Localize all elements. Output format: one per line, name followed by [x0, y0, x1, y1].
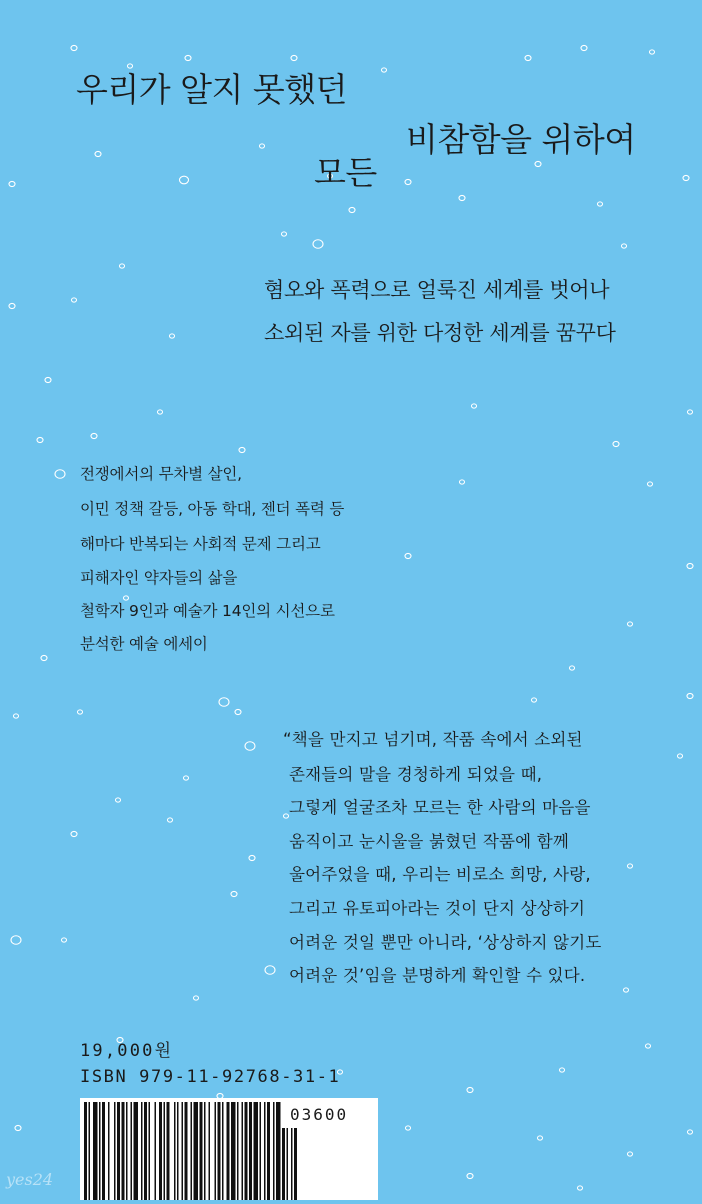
barcode-bar	[93, 1102, 98, 1200]
barcode-bar	[264, 1102, 266, 1200]
barcode-bar	[122, 1102, 125, 1200]
barcode-bar	[267, 1102, 270, 1200]
bubble	[687, 693, 693, 698]
barcode-bar	[200, 1102, 203, 1200]
bubble	[11, 936, 21, 945]
bubble	[124, 596, 129, 600]
bubble	[95, 151, 101, 156]
price-code-label: 03600	[290, 1104, 374, 1126]
barcode-bar	[89, 1102, 91, 1200]
bubble	[650, 50, 655, 54]
barcode-bar	[134, 1102, 139, 1200]
bubble	[688, 1130, 693, 1134]
bubble	[71, 45, 77, 50]
bubble	[260, 144, 265, 148]
barcode-bar	[209, 1102, 211, 1200]
bubble	[624, 988, 629, 992]
subtitle-line-1: 혐오와 폭력으로 얼룩진 세계를 벗어나	[264, 278, 610, 302]
bubble	[72, 298, 77, 302]
bubble	[41, 655, 47, 660]
bubble	[158, 410, 163, 414]
price-label: 19,000원	[80, 1041, 174, 1061]
barcode-bar	[191, 1102, 193, 1200]
barcode-bar	[102, 1102, 105, 1200]
bubble	[231, 891, 237, 896]
barcode-bar	[144, 1102, 147, 1200]
barcode-bar	[249, 1102, 252, 1200]
description-line: 해마다 반복되는 사회적 문제 그리고	[80, 535, 321, 553]
bubble	[71, 831, 77, 836]
bubble	[349, 207, 355, 212]
barcode-bar	[237, 1102, 239, 1200]
quote-line: 어려운 것’임을 분명하게 확인할 수 있다.	[289, 966, 586, 985]
bubble	[460, 480, 465, 484]
bubble	[560, 1068, 565, 1072]
barcode-bar	[194, 1102, 199, 1200]
barcode-bar	[141, 1102, 143, 1200]
bubble	[62, 938, 67, 942]
bubble	[245, 742, 255, 751]
bubble	[459, 195, 465, 200]
barcode-bar	[84, 1102, 87, 1200]
barcode-bar	[287, 1128, 289, 1200]
barcode-bar	[185, 1102, 188, 1200]
barcode-bar	[177, 1102, 179, 1200]
bubble	[291, 55, 297, 60]
bubble	[9, 303, 15, 308]
barcode-bar	[167, 1102, 170, 1200]
barcode-bar	[182, 1102, 184, 1200]
bubble	[116, 798, 121, 802]
barcode-bar	[99, 1102, 101, 1200]
bubble	[265, 966, 275, 975]
bubble	[406, 1126, 411, 1130]
barcode-bar	[108, 1102, 110, 1200]
bubble	[628, 864, 633, 868]
bubble	[15, 1125, 21, 1130]
bubble	[120, 264, 125, 268]
quote-line: 존재들의 말을 경청하게 되었을 때,	[289, 765, 543, 784]
bubble	[170, 334, 175, 338]
title-line-2: 비참함을 위하여	[406, 120, 636, 159]
barcode-bar	[242, 1102, 244, 1200]
bubble	[37, 437, 43, 442]
bubble	[235, 709, 241, 714]
subtitle-line-2: 소외된 자를 위한 다정한 세계를 꿈꾸다	[264, 321, 616, 345]
bubble	[313, 240, 323, 249]
bubble	[598, 202, 603, 206]
barcode-bar	[294, 1128, 297, 1200]
bubble	[239, 447, 245, 452]
barcode-bar	[131, 1102, 133, 1200]
bubble	[532, 698, 537, 702]
bubble	[535, 161, 541, 166]
barcode-bar	[155, 1102, 157, 1200]
barcode-bar	[159, 1102, 162, 1200]
bubble	[525, 55, 531, 60]
bubble	[538, 1136, 543, 1140]
barcode-bar	[227, 1102, 230, 1200]
bubble	[168, 818, 173, 822]
bubble	[570, 666, 575, 670]
bubble	[55, 470, 65, 479]
barcode-bar	[215, 1102, 217, 1200]
description-line: 전쟁에서의 무차별 살인,	[80, 465, 242, 483]
bubble	[219, 698, 229, 707]
bubble	[613, 441, 619, 446]
bubble	[581, 45, 587, 50]
isbn-label: ISBN 979-11-92768-31-1	[80, 1067, 341, 1087]
bubble	[185, 55, 191, 60]
description-line: 분석한 예술 에세이	[80, 635, 208, 653]
barcode-bar	[231, 1102, 236, 1200]
bubble	[683, 175, 689, 180]
bubble	[45, 377, 51, 382]
barcode-bar	[282, 1128, 285, 1200]
bubble	[91, 433, 97, 438]
barcode-bar	[117, 1102, 120, 1200]
bubble	[678, 754, 683, 758]
barcode-bar	[164, 1102, 166, 1200]
watermark-logo: yes24	[6, 1170, 54, 1189]
bubble	[472, 404, 477, 408]
bubble	[249, 855, 255, 860]
barcode-bar	[291, 1128, 293, 1200]
quote-line: 어려운 것일 뿐만 아니라, ‘상상하지 않기도	[289, 933, 602, 952]
bubble	[688, 410, 693, 414]
bubble	[687, 563, 693, 568]
bubble	[648, 482, 653, 486]
bubble	[405, 553, 411, 558]
barcode-bar	[260, 1102, 262, 1200]
barcode-bar	[126, 1102, 128, 1200]
barcode-bar	[222, 1102, 224, 1200]
quote-line: 울어주었을 때, 우리는 비로소 희망, 사랑,	[289, 865, 591, 884]
description-line: 철학자 9인과 예술가 14인의 시선으로	[80, 602, 335, 620]
title-line-1: 우리가 알지 못했던	[76, 70, 348, 109]
bubble	[78, 710, 83, 714]
bubble	[405, 179, 411, 184]
bubble	[646, 1044, 651, 1048]
barcode-bar	[273, 1102, 275, 1200]
bubble	[184, 776, 189, 780]
quote-line: “책을 만지고 넘기며, 작품 속에서 소외된	[283, 730, 583, 749]
barcode-bar	[276, 1102, 281, 1200]
barcode-bar	[149, 1102, 151, 1200]
bubble	[622, 244, 627, 248]
barcode-bar	[204, 1102, 206, 1200]
bubble	[628, 622, 633, 626]
bubble	[282, 232, 287, 236]
bubble	[194, 996, 199, 1000]
bubble	[382, 68, 387, 72]
bubble	[467, 1173, 473, 1178]
bubble	[9, 181, 15, 186]
bubble	[578, 1186, 583, 1190]
bubble	[284, 814, 289, 818]
barcode-bar	[254, 1102, 259, 1200]
barcode-bar	[245, 1102, 248, 1200]
quote-line: 그리고 유토피아라는 것이 단지 상상하기	[289, 899, 586, 918]
bubble	[467, 1087, 473, 1092]
bubble	[628, 1152, 633, 1156]
bubble	[180, 176, 189, 184]
quote-line: 움직이고 눈시울을 붉혔던 작품에 함께	[289, 832, 570, 851]
quote-line: 그렇게 얼굴조차 모르는 한 사람의 마음을	[289, 798, 591, 817]
barcode-bar	[218, 1102, 221, 1200]
description-line: 피해자인 약자들의 삶을	[80, 569, 238, 587]
barcode-bar	[174, 1102, 176, 1200]
barcode-bar	[114, 1102, 116, 1200]
title-line-3: 모든	[314, 153, 377, 192]
description-line: 이민 정책 갈등, 아동 학대, 젠더 폭력 등	[80, 500, 345, 518]
bubble	[14, 714, 19, 718]
